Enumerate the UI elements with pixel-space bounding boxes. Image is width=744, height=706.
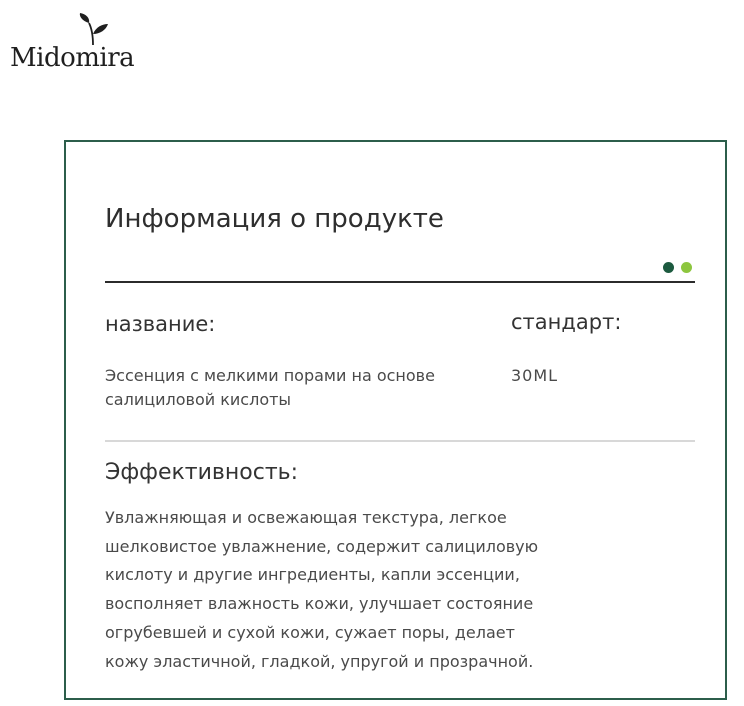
- efficacy-line: кожу эластичной, гладкой, упругой и прозрачной.: [105, 651, 534, 671]
- dot-dark-icon: [663, 262, 674, 273]
- efficacy-line: шелковистое увлажнение, содержит салициловую: [105, 536, 539, 556]
- efficacy-line: Увлажняющая и освежающая текстура, легкое: [105, 508, 507, 527]
- standard-value: 30ML: [511, 366, 559, 385]
- efficacy-text: [105, 504, 575, 676]
- name-value: Эссенция с мелкими порами на основе салициловой кислоты: [105, 366, 435, 409]
- efficacy-line: кислоту и другие ингредиенты, капли эссенции,: [105, 565, 520, 585]
- leaf-sprout-icon: [76, 12, 112, 46]
- section-divider: [105, 440, 695, 442]
- product-info-card: [64, 140, 727, 700]
- name-label: название:: [105, 312, 216, 336]
- dot-light-icon: [681, 262, 692, 273]
- efficacy-label: Эффективность:: [105, 460, 299, 485]
- decorative-dots: [663, 258, 699, 270]
- title-divider: [105, 281, 695, 283]
- efficacy-line: огрубевшей и сухой кожи, сужает поры, делает: [105, 622, 515, 642]
- brand-name: Midomira: [10, 43, 135, 73]
- standard-label: стандарт:: [511, 310, 622, 334]
- brand-logo: [10, 8, 150, 73]
- section-title: Информация о продукте: [105, 204, 444, 234]
- efficacy-line: восполняет влажность кожи, улучшает состояние: [105, 594, 534, 614]
